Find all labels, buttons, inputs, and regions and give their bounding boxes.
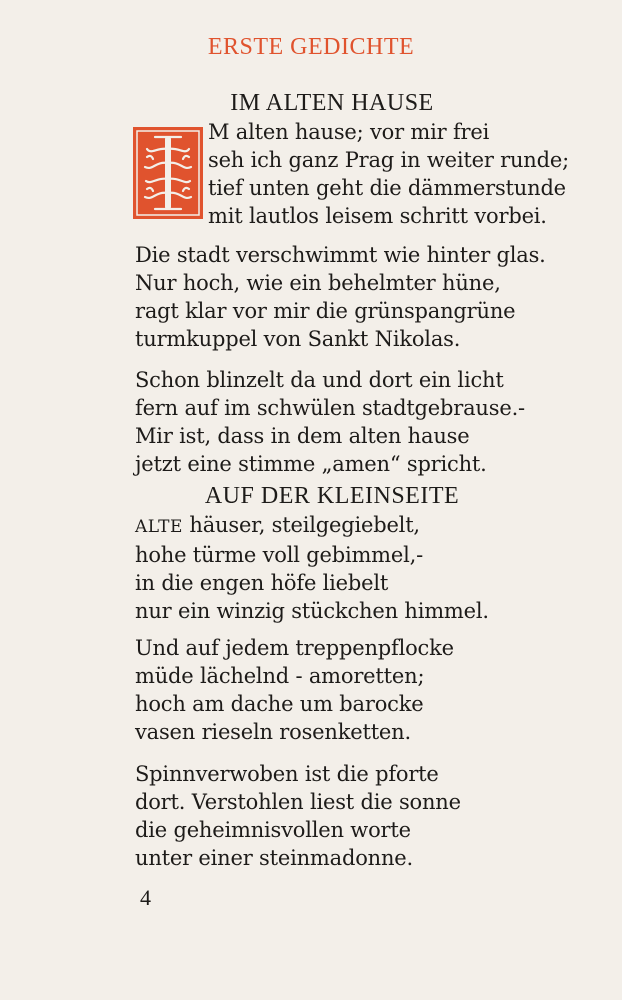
stanza-6 bbox=[135, 760, 585, 872]
page-number: 4 bbox=[140, 885, 151, 910]
verse-line: Und auf jedem treppenpflocke bbox=[135, 636, 454, 660]
verse-line: die geheimnisvollen worte bbox=[135, 818, 411, 842]
verse-line: ALTE häuser, steilgegiebelt, bbox=[135, 513, 420, 537]
verse-line: nur ein winzig stückchen himmel. bbox=[135, 599, 489, 623]
stanza-4 bbox=[135, 511, 585, 625]
verse-line: in die engen höfe liebelt bbox=[135, 571, 389, 595]
decorated-initial bbox=[133, 127, 203, 219]
running-head: ERSTE GEDICHTE bbox=[207, 34, 415, 60]
verse-line: M alten hause; vor mir frei bbox=[208, 120, 490, 144]
verse-line: seh ich ganz Prag in weiter runde; bbox=[208, 148, 569, 172]
verse-line: turmkuppel von Sankt Nikolas. bbox=[135, 327, 461, 351]
stanza-1 bbox=[208, 118, 622, 230]
poem-title-im-alten-hause: IM ALTEN HAUSE bbox=[230, 90, 434, 116]
poem-title-auf-der-kleinseite: AUF DER KLEINSEITE bbox=[204, 483, 460, 509]
verse-line: Nur hoch, wie ein behelmter hüne, bbox=[135, 271, 501, 295]
stanza-5 bbox=[135, 634, 585, 746]
verse-line: mit lautlos leisem schritt vorbei. bbox=[208, 204, 547, 228]
verse-line: unter einer steinmadonne. bbox=[135, 846, 413, 870]
verse-line: Mir ist, dass in dem alten hause bbox=[135, 424, 470, 448]
verse-line: müde lächelnd - amoretten; bbox=[135, 664, 425, 688]
verse-line: jetzt eine stimme „amen“ spricht. bbox=[135, 452, 487, 476]
small-caps-first-word: ALTE bbox=[135, 517, 183, 537]
stanza-2 bbox=[135, 241, 585, 353]
verse-line: vasen rieseln rosenketten. bbox=[135, 720, 411, 744]
verse-line: Die stadt verschwimmt wie hinter glas. bbox=[135, 243, 546, 267]
verse-line: fern auf im schwülen stadtgebrause.- bbox=[135, 396, 525, 420]
verse-line: ragt klar vor mir die grünspangrüne bbox=[135, 299, 516, 323]
verse-line: hohe türme voll gebimmel,- bbox=[135, 543, 424, 567]
verse-line: hoch am dache um barocke bbox=[135, 692, 424, 716]
verse-line: Spinnverwoben ist die pforte bbox=[135, 762, 439, 786]
stanza-3 bbox=[135, 366, 585, 478]
verse-line: dort. Verstohlen liest die sonne bbox=[135, 790, 461, 814]
verse-line: tief unten geht die dämmerstunde bbox=[208, 176, 566, 200]
verse-line: Schon blinzelt da und dort ein licht bbox=[135, 368, 504, 392]
floral-ornament-icon bbox=[133, 127, 203, 219]
